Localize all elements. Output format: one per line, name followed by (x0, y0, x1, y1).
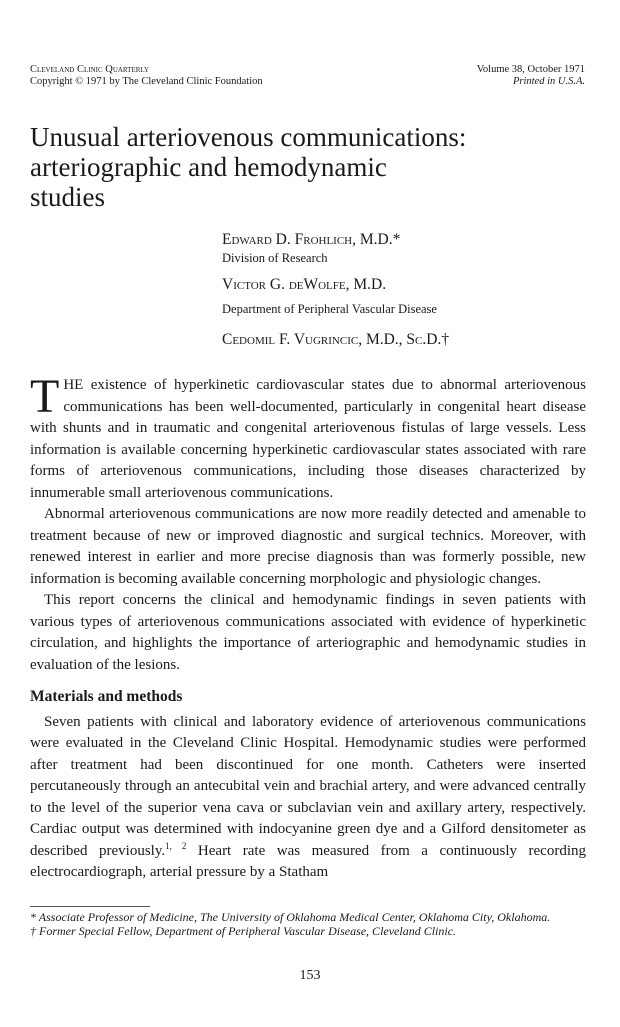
title-line-3: studies (30, 182, 106, 212)
page-number: 153 (299, 968, 321, 983)
intro-paragraph-1 (30, 370, 586, 504)
intro-paragraph-2: Abnormal arteriovenous communications are now more readily detected and amenable to treatment because of new or improved diagnostic and surgical technics. Moreover, with renewed interest in earlier and more precise diagnosis than was formerly possible, new information is becoming available concerning morphologic and physiologic changes. (30, 506, 586, 587)
section-heading: Materials and methods (30, 688, 183, 705)
author-affiliation: Department of Peripheral Vascular Disease (222, 302, 437, 316)
printed-line: Printed in U.S.A. (512, 76, 585, 87)
article-body (30, 370, 586, 884)
footnote-2: † Former Special Fellow, Department of Peripheral Vascular Disease, Cleveland Clinic. (30, 924, 457, 938)
footnote-1: * Associate Professor of Medicine, The University of Oklahoma Medical Center, Oklahoma City, Oklahoma. (30, 910, 551, 924)
article-title (30, 122, 590, 212)
author-name: Edward D. Frohlich, M.D.* (222, 231, 401, 248)
title-line-2: arteriographic and hemodynamic (30, 152, 387, 182)
reference-marker: 1, 2 (165, 840, 187, 851)
footnote-rule (30, 906, 150, 907)
footnotes (30, 910, 586, 938)
author-name: Victor G. deWolfe, M.D. (222, 276, 387, 293)
methods-paragraph (30, 712, 586, 884)
volume-line: Volume 38, October 1971 (476, 64, 585, 75)
drop-cap: T (30, 370, 60, 423)
paragraph-text: Seven patients with clinical and laboratory evidence of arteriovenous communications were evaluated in the Cleveland Clinic Hospital. Hemodynamic studies were performed after treatment had been discontinued for one month. Catheters were inserted percutaneously through an antecubital vein and brachial artery, and were advanced centrally to the level of the superior vena cava or subclavian vein and axillary artery, respectively. Cardiac output was determined with indocyanine green dye and a Gilford densitometer as described previously. (30, 713, 586, 859)
copyright-line: Copyright © 1971 by The Cleveland Clinic Foundation (30, 76, 263, 87)
paragraph-text: HE existence of hyperkinetic cardiovascular states due to abnormal arteriovenous communications has been well-documented, particularly in congenital heart disease with shunts and in traumatic and congenital arteriovenous fistulas of large vessels. Less information is available concerning hyperkinetic cardiovascular states associated with rare forms of arteriovenous communications, including those diseases characterized by innumerable small arteriovenous communications. (30, 377, 586, 501)
running-header-left (30, 64, 263, 88)
paragraph-text: Heart rate was measured from a continuously recording electrocardiograph, arterial pressure by a Statham (30, 842, 586, 880)
author-affiliation: Division of Research (222, 251, 328, 265)
journal-name: Cleveland Clinic Quarterly (30, 64, 150, 75)
author-name: Cedomil F. Vugrincic, M.D., Sc.D.† (222, 331, 450, 348)
running-header-right (477, 64, 585, 88)
title-line-1: Unusual arteriovenous communications: (30, 122, 467, 152)
author-block (222, 230, 592, 350)
intro-paragraph-3: This report concerns the clinical and hemodynamic findings in seven patients with various types of arteriovenous communications associated with evidence of hyperkinetic circulation, and highlights the importance of arteriographic and hemodynamic studies in evaluation of the lesions. (30, 592, 586, 673)
